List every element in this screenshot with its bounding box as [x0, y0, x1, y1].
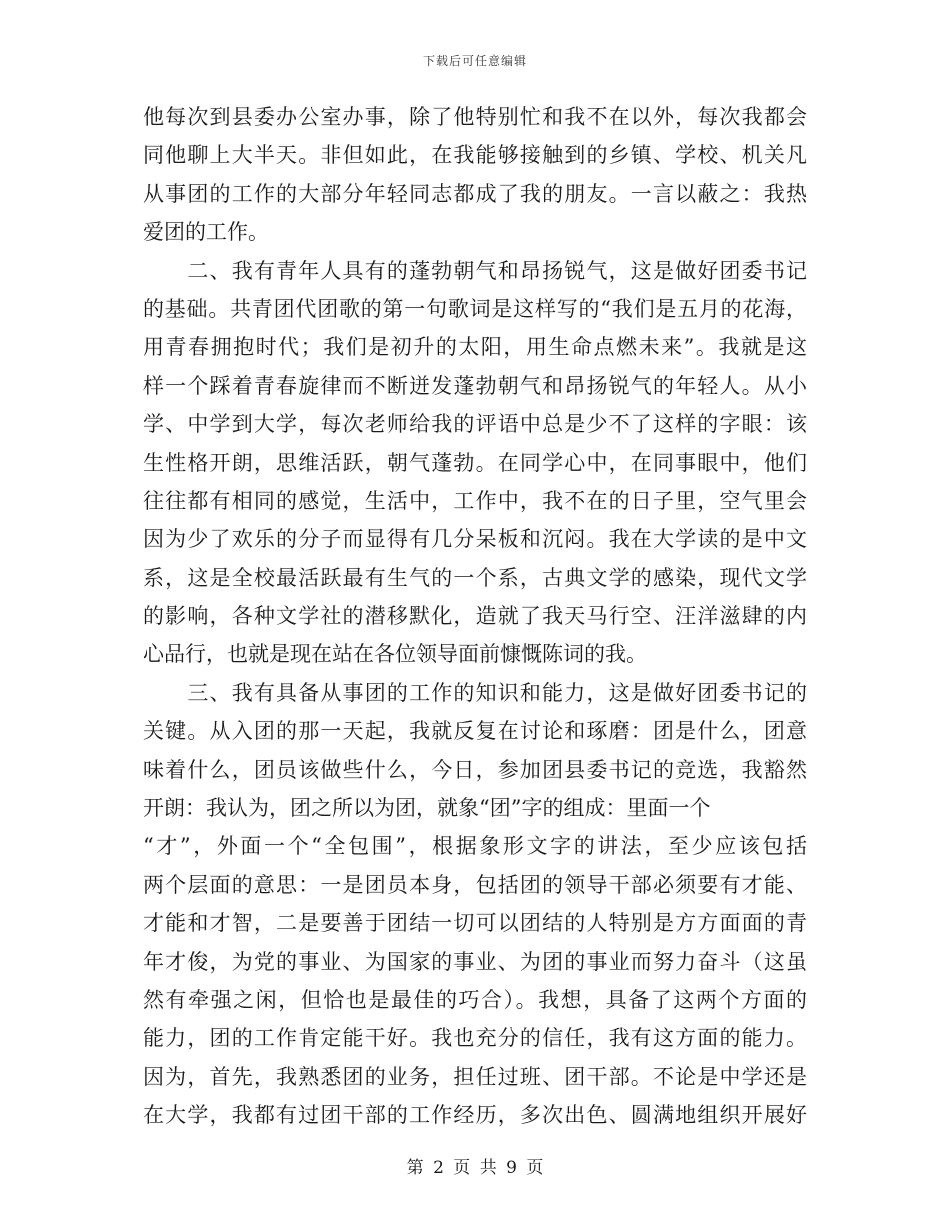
- page-number-footer: 第 2 页 共 9 页: [406, 1158, 544, 1178]
- text-line: 开朗：我认为，团之所以为团，就象“团”字的组成：里面一个: [143, 796, 711, 821]
- text-line: “才”，外面一个“全包围”，根据象形文字的讲法，至少应该包括: [143, 834, 807, 859]
- text-line: 关键。从入团的那一天起，我就反复在讨论和琢磨：团是什么，团意: [143, 719, 807, 744]
- text-line: 二、我有青年人具有的蓬勃朝气和昂扬锐气，这是做好团委书记: [143, 258, 807, 283]
- text-line: 同他聊上大半天。非但如此，在我能够接触到的乡镇、学校、机关凡: [143, 143, 807, 168]
- text-line: 爱团的工作。: [143, 220, 269, 245]
- text-line: 味着什么，团员该做些什么，今日，参加团县委书记的竞选，我豁然: [143, 757, 807, 782]
- text-line: 从事团的工作的大部分年轻同志都成了我的朋友。一言以蔽之：我热: [143, 181, 807, 206]
- text-line: 的基础。共青团代团歌的第一句歌词是这样写的“我们是五月的花海，: [143, 296, 807, 321]
- text-line: 的影响，各种文学社的潜移默化，造就了我天马行空、汪洋滋肆的内: [143, 604, 807, 629]
- text-line: 心品行，也就是现在站在各位领导面前慷慨陈词的我。: [143, 642, 647, 667]
- text-line: 学、中学到大学，每次老师给我的评语中总是少不了这样的字眼：该: [143, 412, 807, 437]
- text-line: 才能和才智，二是要善于团结一切可以团结的人特别是方方面面的青: [143, 911, 807, 936]
- page-header: 下载后可任意编辑: [422, 54, 527, 68]
- text-line: 往往都有相同的感觉，生活中，工作中，我不在的日子里，空气里会: [143, 488, 807, 513]
- text-line: 他每次到县委办公室办事，除了他特别忙和我不在以外，每次我都会: [143, 105, 807, 129]
- text-line: 然有牵强之闲，但恰也是最佳的巧合）。我想，具备了这两个方面的: [143, 987, 807, 1012]
- text-line: 年才俊，为党的事业、为国家的事业、为团的事业而努力奋斗（这虽: [143, 949, 807, 974]
- text-line: 两个层面的意思：一是团员本身，包括团的领导干部必须要有才能、: [143, 872, 807, 897]
- text-line: 三、我有具备从事团的工作的知识和能力，这是做好团委书记的: [143, 680, 807, 705]
- text-line: 系，这是全校最活跃最有生气的一个系，古典文学的感染，现代文学: [143, 565, 807, 590]
- text-line: 样一个踩着青春旋律而不断迸发蓬勃朝气和昂扬锐气的年轻人。从小: [143, 373, 807, 398]
- text-line: 在大学，我都有过团干部的工作经历，多次出色、圆满地组织开展好: [143, 1103, 807, 1128]
- text-line: 用青春拥抱时代；我们是初升的太阳，用生命点燃未来”。我就是这: [143, 335, 807, 360]
- text-line: 因为少了欢乐的分子而显得有几分呆板和沉闷。我在大学读的是中文: [143, 527, 807, 552]
- text-line: 因为，首先，我熟悉团的业务，担任过班、团干部。不论是中学还是: [143, 1064, 807, 1089]
- text-line: 生性格开朗，思维活跃，朝气蓬勃。在同学心中，在同事眼中，他们: [143, 450, 807, 475]
- document-body: [143, 98, 807, 1135]
- text-line: 能力，团的工作肯定能干好。我也充分的信任，我有这方面的能力。: [143, 1026, 807, 1051]
